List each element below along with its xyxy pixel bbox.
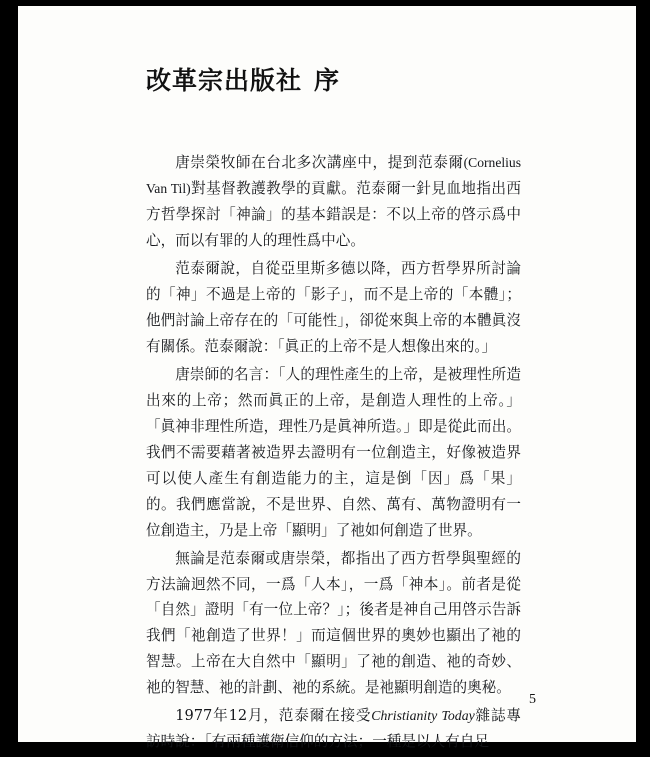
page-edge-right	[636, 0, 650, 750]
text-run-cjk: 雜誌專訪時說：「有兩種護衛信仰的方法；一種是以人有自足	[146, 707, 521, 751]
page-content	[146, 66, 521, 757]
text-run-cjk: 唐崇榮牧師在台北多次講座中，提到范泰爾	[175, 154, 464, 171]
page-title-suffix: 序	[314, 66, 341, 95]
text-run-cjk: 范泰爾說，自從亞里斯多德以降，西方哲學界所討論的「神」不過是上帝的「影子」，而不是上帝的「本體」；他們討論上帝存在的「可能性」，卻從來與上帝的本體眞沒有關係。范泰爾說：「眞正的上帝不是人想像出來的。」	[146, 259, 521, 355]
text-run-cjk: 對基督教護教學的貢獻。范泰爾一針見血地指出西方哲學探討「神論」的基本錯誤是：不以上帝的啓示爲中心，而以有罪的人的理性爲中心。	[146, 179, 521, 249]
text-run-latin: (Cornelius Van Til)	[146, 155, 521, 196]
paragraph-3	[146, 362, 521, 544]
text-run-cjk: 無論是范泰爾或唐崇榮，都指出了西方哲學與聖經的方法論迥然不同，一爲「人本」，一爲「神本」。前者是從「自然」證明「有一位上帝？」；後者是神自己用啓示告訴我們「祂創造了世界！」而這個世界的奧妙也顯出了祂的智慧。上帝在大自然中「顯明」了祂的創造、祂的奇妙、祂的智慧、祂的計劃、祂的系統。是祂顯明創造的奧秘。	[146, 549, 521, 697]
page-number: 5	[529, 692, 536, 707]
paragraph-2	[146, 256, 521, 360]
text-run-italic: Christianity Today	[371, 708, 475, 724]
paragraph-5	[146, 703, 521, 755]
text-run-cjk: 唐崇師的名言：「人的理性產生的上帝，是被理性所造出來的上帝；然而眞正的上帝，是創造人理性的上帝。」「眞神非理性所造，理性乃是眞神所造。」即是從此而出。我們不需要藉著被造界去證明有一位創造主，好像被造界可以使人產生有創造能力的主，這是倒「因」爲「果」的。我們應當說，不是世界、自然、萬有、萬物證明有一位創造主，乃是上帝「顯明」了祂如何創造了世界。	[146, 365, 521, 539]
page-sheet	[18, 6, 636, 751]
page-title	[146, 66, 521, 96]
page-title-main: 改革宗出版社	[146, 66, 303, 95]
text-run-cjk: 1977年12月，范泰爾在接受	[175, 707, 372, 725]
paragraph-4	[146, 546, 521, 702]
page-edge-left	[0, 0, 18, 750]
paragraph-1	[146, 150, 521, 254]
